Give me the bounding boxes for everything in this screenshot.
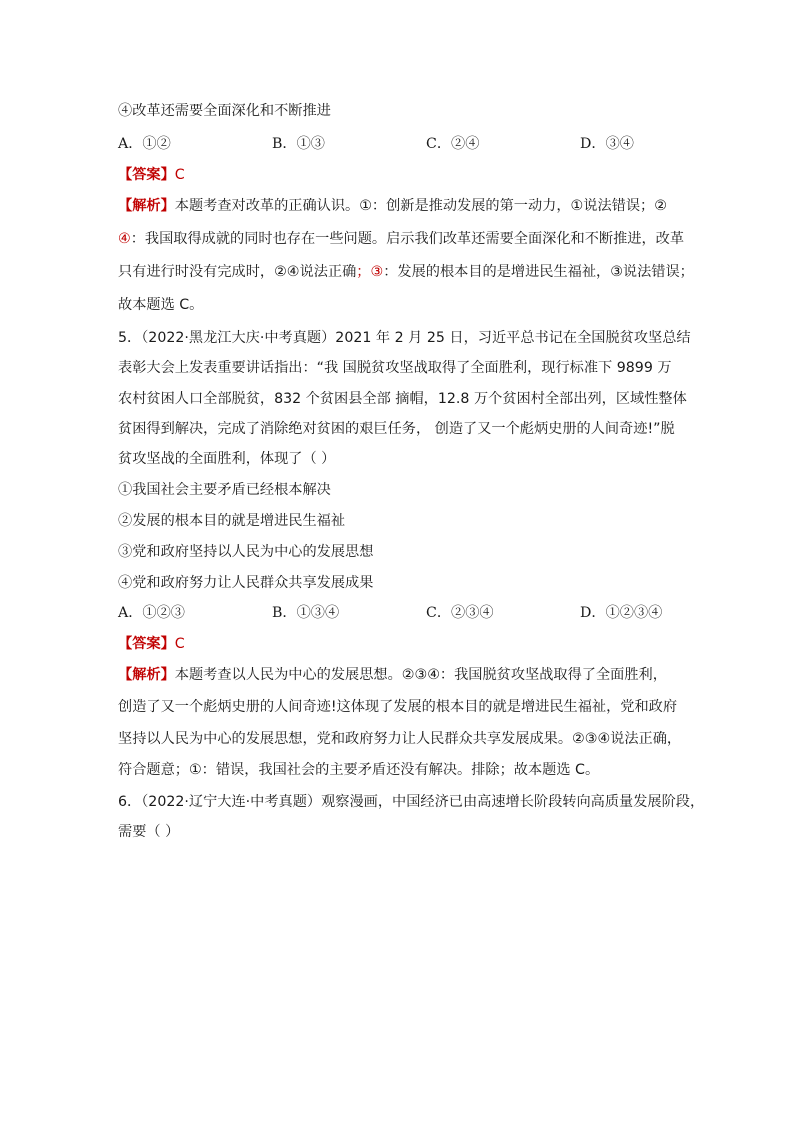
- q4-option-d: D．③④: [580, 136, 634, 152]
- q4-analysis-line-1: 【解析】本题考查对改革的正确认识。①：创新是推动发展的第一动力，①说法错误；②: [118, 198, 667, 214]
- q5-analysis-line-4: 符合题意；①：错误，我国社会的主要矛盾还没有解决。排除；故本题选 C。: [118, 762, 600, 778]
- q5-stem-line-2: 表彰大会上发表重要讲话指出：“我 国脱贫攻坚战取得了全面胜利，现行标准下 9899 万: [118, 360, 672, 376]
- q5-analysis-line-2: 创造了又一个彪炳史册的人间奇迹!这体现了发展的根本目的就是增进民生福祉，党和政府: [118, 699, 678, 715]
- answer-value: C: [174, 636, 185, 652]
- q4-option-c: C．②④: [426, 136, 480, 152]
- q5-item-3: ③党和政府坚持以人民为中心的发展思想: [118, 544, 374, 560]
- q5-analysis-line-3: 坚持以人民为中心的发展思想，党和政府努力让人民群众共享发展成果。②③④说法正确，: [118, 731, 682, 747]
- analysis-tag: 【解析】: [118, 198, 175, 214]
- q4-options: [118, 134, 678, 154]
- answer-value: C: [174, 167, 185, 183]
- q5-options: [118, 603, 678, 623]
- q4-item-4: ④改革还需要全面深化和不断推进: [118, 103, 331, 119]
- answer-tag: 【答案】: [118, 636, 175, 652]
- q4-option-a: A．①②: [118, 136, 171, 152]
- q5-stem-line-4: 贫困得到解决，完成了消除绝对贫困的艰巨任务， 创造了又一个彪炳史册的人间奇迹!”脱: [118, 421, 675, 437]
- answer-tag: 【答案】: [118, 167, 175, 183]
- q5-item-4: ④党和政府努力让人民群众共享发展成果: [118, 575, 374, 591]
- q4-option-b: B．①③: [272, 136, 325, 152]
- q4-analysis-line-4: 故本题选 C。: [118, 297, 204, 313]
- q5-answer: [118, 634, 185, 654]
- q4-analysis-line-2: ④：我国取得成就的同时也存在一些问题。启示我们改革还需要全面深化和不断推进，改革: [118, 231, 685, 247]
- q4-answer: [118, 165, 185, 185]
- q5-item-1: ①我国社会主要矛盾已经根本解决: [118, 482, 331, 498]
- q4-analysis-line-3: 只有进行时没有完成时，②④说法正确；③：发展的根本目的是增进民生福祉，③说法错误；: [118, 264, 694, 280]
- q5-option-d: D．①②③④: [580, 605, 663, 621]
- q5-stem-line-1: 5．（2022·黑龙江大庆·中考真题）2021 年 2 月 25 日，习近平总书记在全国脱贫攻坚总结: [118, 330, 691, 346]
- analysis-tag: 【解析】: [118, 667, 175, 683]
- q5-stem-line-5: 贫攻坚战的全面胜利，体现了（ ）: [118, 451, 336, 467]
- q5-option-a: A．①②③: [118, 605, 185, 621]
- q6-stem-line-2: 需要（ ）: [118, 824, 180, 840]
- q5-stem-line-3: 农村贫困人口全部脱贫，832 个贫困县全部 摘帽，12.8 万个贫困村全部出列，区域性整体: [118, 391, 687, 407]
- q5-option-b: B．①③④: [272, 605, 340, 621]
- q5-analysis-line-1: 【解析】本题考查以人民为中心的发展思想。②③④：我国脱贫攻坚战取得了全面胜利，: [118, 667, 667, 683]
- q6-stem-line-1: 6．（2022·辽宁大连·中考真题）观察漫画，中国经济已由高速增长阶段转向高质量发展阶段，: [118, 794, 705, 810]
- q5-item-2: ②发展的根本目的就是增进民生福祉: [118, 513, 346, 529]
- q5-option-c: C．②③④: [426, 605, 494, 621]
